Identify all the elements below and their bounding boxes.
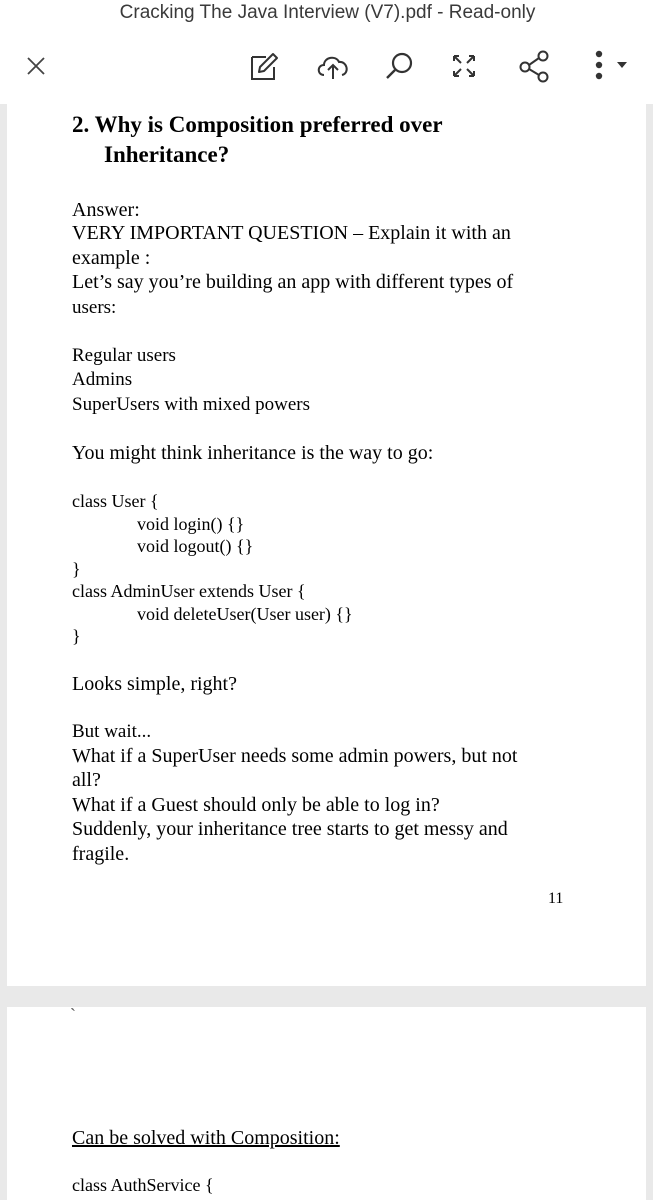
question-heading-line2: Inheritance? [104,142,230,167]
paragraph-line: example : [72,247,151,269]
more-options-button[interactable] [584,46,634,86]
search-button[interactable] [379,46,419,86]
expand-icon [449,51,479,81]
toolbar [0,28,653,104]
pdf-page-11 [7,104,646,986]
edit-pen-icon [246,49,280,83]
paragraph-line: But wait... [72,721,152,742]
paragraph-line: Suddenly, your inheritance tree starts to get messy and [72,818,508,840]
paragraph-line: What if a Guest should only be able to log in? [72,794,440,816]
list-item: Admins [72,369,133,390]
paragraph-line: users: [72,297,117,318]
paragraph-line: Let’s say you’re building an app with different types of [72,271,514,293]
upload-button[interactable] [313,46,353,86]
close-icon [25,55,47,77]
paragraph-line: You might think inheritance is the way to go: [72,442,434,464]
section-heading: Can be solved with Composition: [72,1127,340,1149]
cloud-upload-icon [314,51,352,81]
close-button[interactable] [16,46,56,86]
code-line: class AuthService { [72,1175,214,1195]
paragraph-line: What if a SuperUser needs some admin powers, but not [72,745,518,767]
paragraph-line: VERY IMPORTANT QUESTION – Explain it with an [72,222,511,244]
search-icon [383,50,415,82]
paragraph-line: Looks simple, right? [72,673,237,695]
code-line: void logout() {} [137,536,254,556]
code-line: void deleteUser(User user) {} [137,604,353,624]
code-line: class User { [72,491,159,511]
stray-mark: ` [70,1005,76,1025]
question-heading-line1: 2. Why is Composition preferred over [72,112,443,137]
pdf-page-12 [7,1007,646,1200]
code-line: } [72,626,81,646]
annotate-button[interactable] [243,46,283,86]
window-title-bar [0,0,653,28]
page-number: 11 [548,890,564,907]
share-button[interactable] [514,46,554,86]
list-item: SuperUsers with mixed powers [72,394,310,415]
code-line: void login() {} [137,514,245,534]
answer-label: Answer: [72,199,140,221]
fullscreen-button[interactable] [444,46,484,86]
code-line: class AdminUser extends User { [72,581,306,601]
window-title: Cracking The Java Interview (V7).pdf - Read-only [119,2,536,23]
more-vertical-icon [589,49,629,83]
list-item: Regular users [72,345,176,366]
paragraph-line: fragile. [72,843,130,865]
code-line: } [72,559,81,579]
share-icon [517,49,551,83]
paragraph-line: all? [72,769,101,791]
